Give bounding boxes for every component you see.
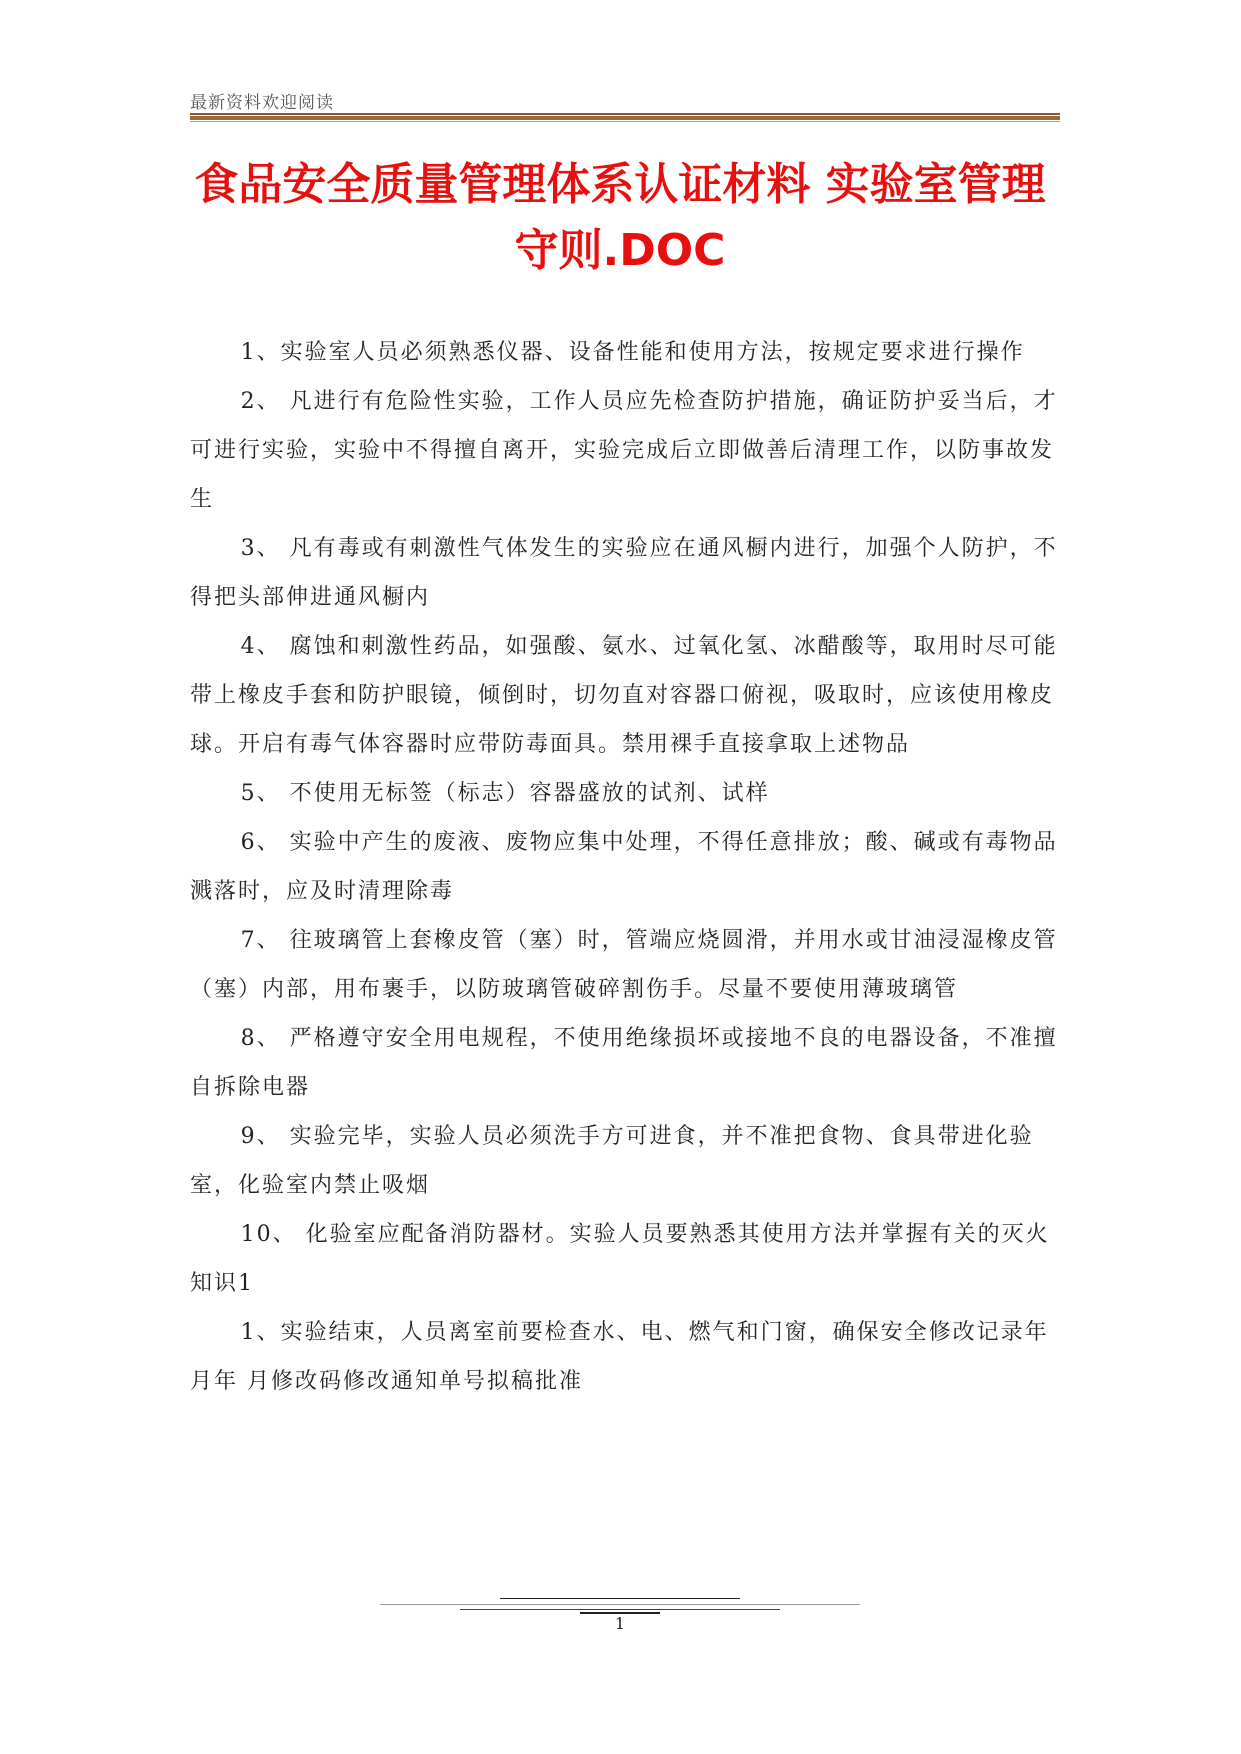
paragraph-7: 7、 往玻璃管上套橡皮管（塞）时，管端应烧圆滑，并用水或甘油浸湿橡皮管（塞）内部，用布裹手，以防玻璃管破碎割伤手。尽量不要使用薄玻璃管 [190,928,1058,1002]
paragraph-10: 10、 化验室应配备消防器材。实验人员要熟悉其使用方法并掌握有关的灭火知识1 [190,1222,1050,1296]
document-title: 食品安全质量管理体系认证材料 实验室管理守则.DOC [194,159,1046,276]
footer-rule-line [380,1604,860,1605]
header-rule [190,113,1060,121]
paragraph-4: 4、 腐蚀和刺激性药品，如强酸、氨水、过氧化氢、冰醋酸等，取用时尽可能带上橡皮手套和防护眼镜，倾倒时，切勿直对容器口俯视，吸取时，应该使用橡皮球。开启有毒气体容器时应带防毒面具。禁用裸手直接拿取上述物品 [190,634,1058,757]
header-rule-thin-top [190,113,1060,115]
paragraph-1: 1、实验室人员必须熟悉仪器、设备性能和使用方法，按规定要求进行操作 [240,340,1025,365]
paragraph-3: 3、 凡有毒或有刺激性气体发生的实验应在通风橱内进行，加强个人防护，不得把头部伸进通风橱内 [190,536,1058,610]
paragraph-8: 8、 严格遵守安全用电规程，不使用绝缘损坏或接地不良的电器设备，不准擅自拆除电器 [190,1026,1058,1100]
paragraph-5: 5、 不使用无标签（标志）容器盛放的试剂、试样 [240,781,770,806]
footer-rule-line [460,1609,780,1610]
document-body [190,328,1060,1406]
running-header: 最新资料欢迎阅读 [190,93,334,113]
paragraph-2: 2、 凡进行有危险性实验，工作人员应先检查防护措施，确证防护妥当后，才可进行实验，实验中不得擅自离开，实验完成后立即做善后清理工作，以防事故发生 [190,389,1058,512]
header-rule-thick [190,116,1060,120]
paragraph-6: 6、 实验中产生的废液、废物应集中处理，不得任意排放；酸、碱或有毒物品溅落时，应及时清理除毒 [190,830,1058,904]
paragraph-11: 1、实验结束，人员离室前要检查水、电、燃气和门窗，确保安全修改记录年 月年 月修改码修改通知单号拟稿批准 [190,1320,1049,1394]
page-number: 1 [614,1614,626,1633]
header-rule-thin-bottom [190,121,1060,122]
paragraph-9: 9、 实验完毕，实验人员必须洗手方可进食，并不准把食物、食具带进化验室，化验室内禁止吸烟 [190,1124,1034,1198]
footer-rule-line [500,1598,740,1599]
